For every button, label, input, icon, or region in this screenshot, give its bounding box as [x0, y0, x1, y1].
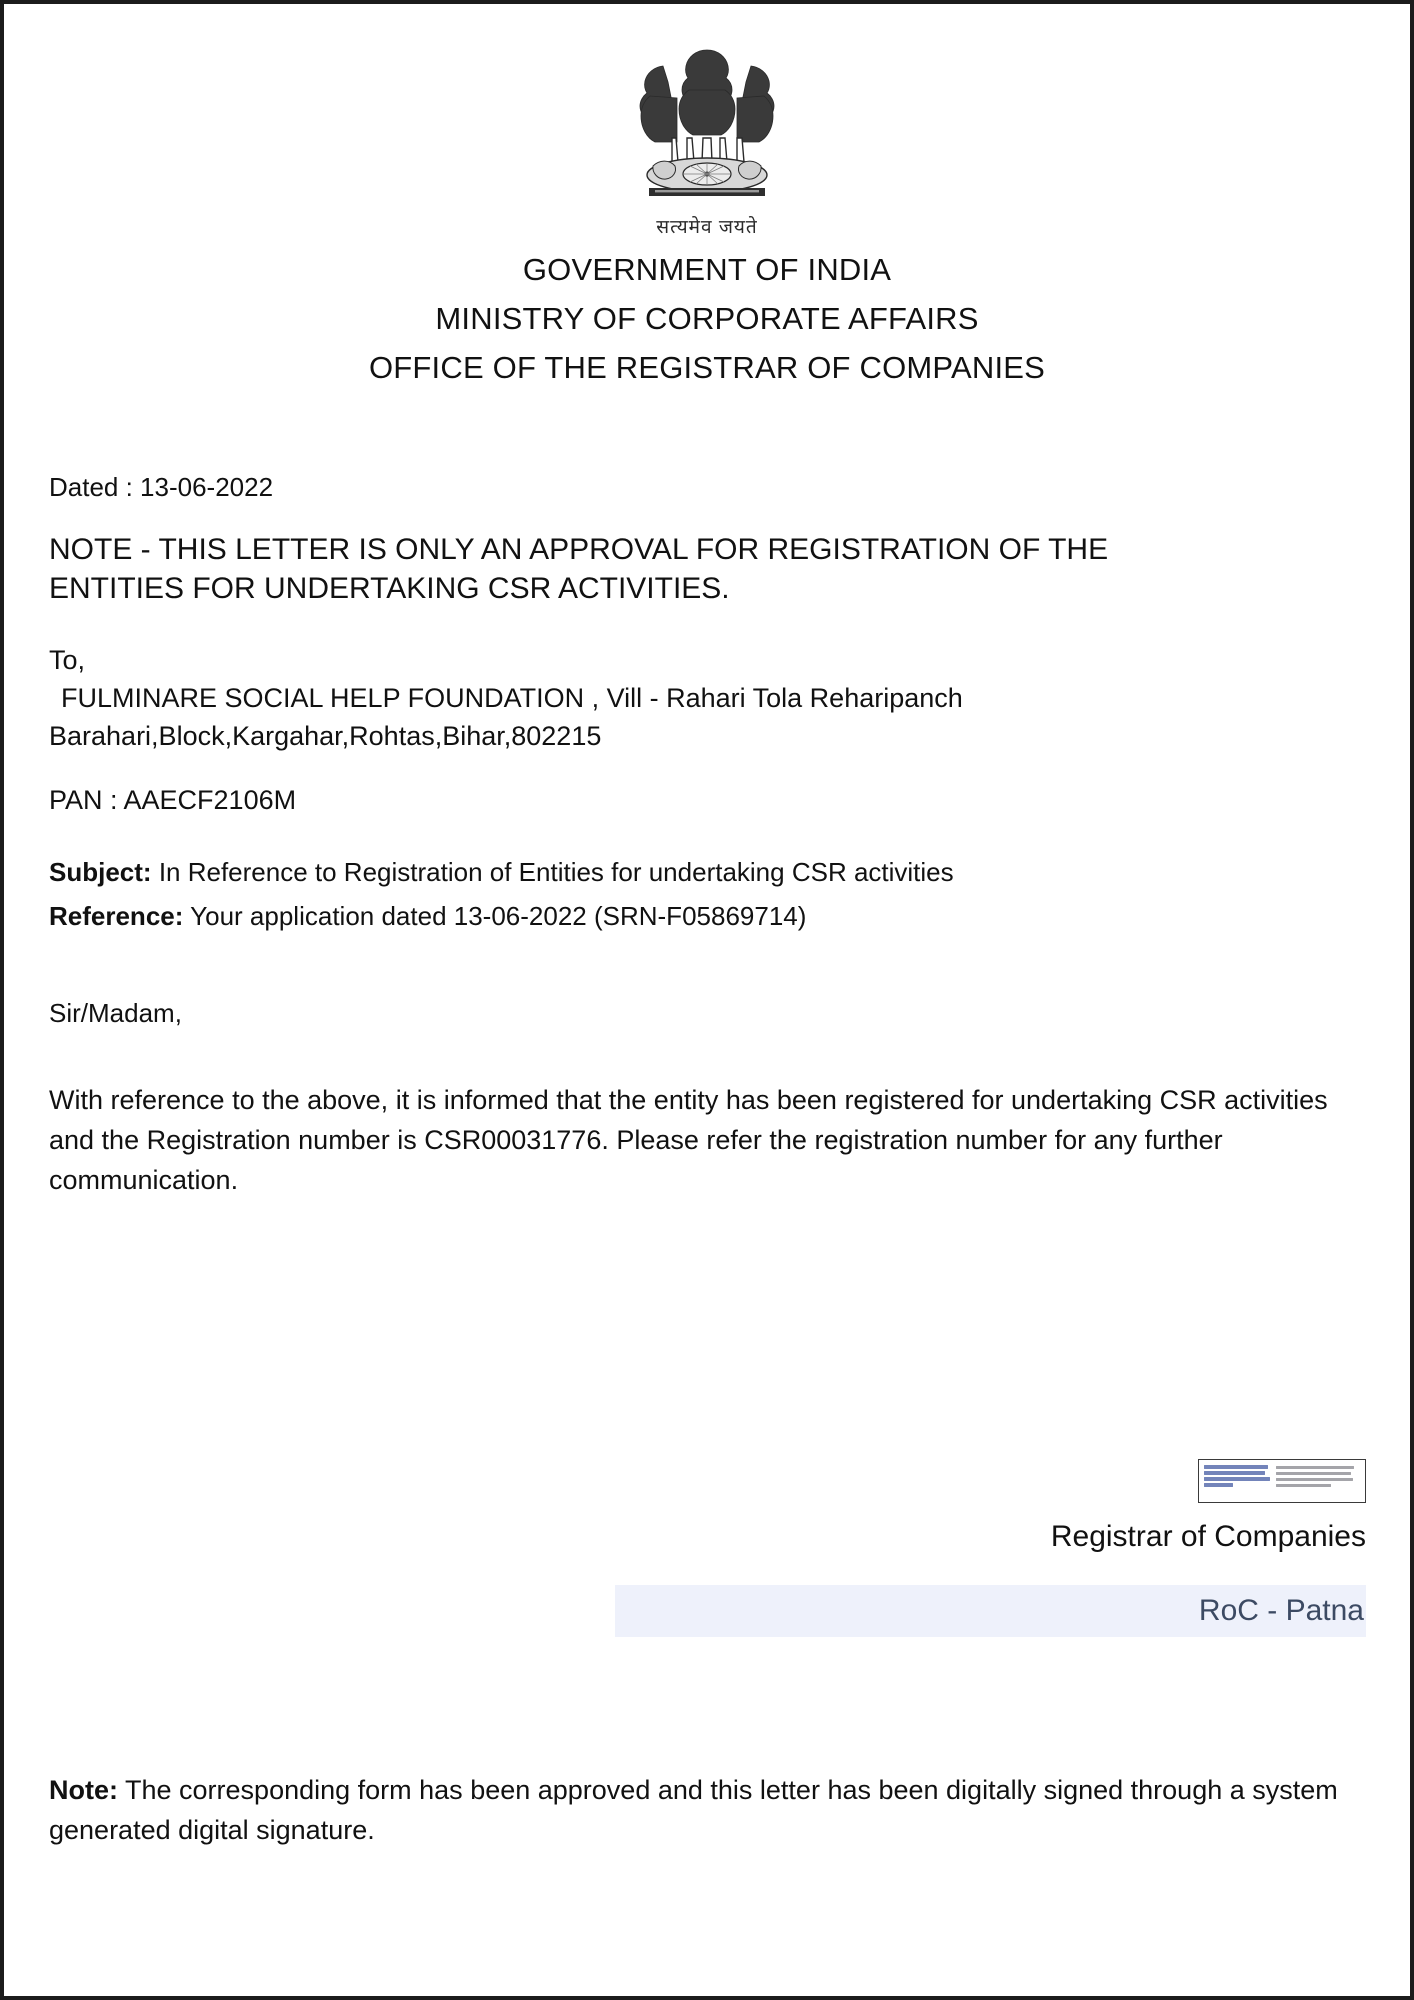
- reference-row: [49, 894, 1366, 938]
- letter-note-heading: NOTE - THIS LETTER IS ONLY AN APPROVAL FOR REGISTRATION OF THE ENTITIES FOR UNDERTAKING CSR ACTIVITIES.: [49, 533, 1109, 605]
- salutation: Sir/Madam,: [49, 998, 182, 1028]
- stamp-row: [49, 1459, 1366, 1503]
- reference-label: Reference:: [49, 901, 184, 931]
- subject-value: In Reference to Registration of Entities for undertaking CSR activities: [158, 857, 954, 887]
- stamp-left-text: [1204, 1464, 1270, 1498]
- signatory-designation: Registrar of Companies: [1050, 1520, 1366, 1553]
- stamp-right-text: [1276, 1464, 1354, 1498]
- emblem-block: [4, 4, 1410, 239]
- to-label: To,: [49, 645, 86, 675]
- addressee-line-1: FULMINARE SOCIAL HELP FOUNDATION , Vill - Rahari Tola Reharipanch: [61, 683, 963, 713]
- reference-value: Your application dated 13-06-2022 (SRN-F05869714): [190, 901, 807, 931]
- emblem-motto: सत्यमेव जयते: [656, 217, 758, 238]
- letter-sheet: [4, 4, 1410, 1996]
- letter-date: Dated : 13-06-2022: [49, 472, 274, 502]
- subject-row: [49, 850, 1366, 894]
- subject-reference-block: [49, 850, 1366, 938]
- signature-zone: [49, 1459, 1366, 1637]
- letterhead-ministry: MINISTRY OF CORPORATE AFFAIRS: [435, 301, 979, 336]
- addressee-line-2: Barahari,Block,Kargahar,Rohtas,Bihar,802215: [49, 721, 602, 751]
- footer-note: [49, 1770, 1366, 1850]
- letter-paragraph: With reference to the above, it is informed that the entity has been registered for undertaking CSR activities and the Registration number is CSR00031776. Please refer the registration number for any further communication.: [49, 1085, 1328, 1195]
- signatory-office: RoC - Patna: [1198, 1594, 1364, 1627]
- addressee-block: [49, 641, 1366, 755]
- letterhead-office: OFFICE OF THE REGISTRAR OF COMPANIES: [368, 350, 1046, 385]
- footer-note-label: Note:: [49, 1775, 118, 1805]
- digital-signature-stamp-icon: [1198, 1459, 1366, 1503]
- letter-body: [49, 470, 1366, 1200]
- national-emblem-icon: [617, 38, 797, 214]
- signatory-office-band: [615, 1585, 1366, 1637]
- letterhead-government: GOVERNMENT OF INDIA: [522, 252, 892, 287]
- letterhead: [4, 245, 1410, 392]
- footer-note-text: The corresponding form has been approved and this letter has been digitally signed through a system generated digital signature.: [49, 1775, 1338, 1845]
- pan-line: PAN : AAECF2106M: [49, 785, 297, 815]
- subject-label: Subject:: [49, 857, 152, 887]
